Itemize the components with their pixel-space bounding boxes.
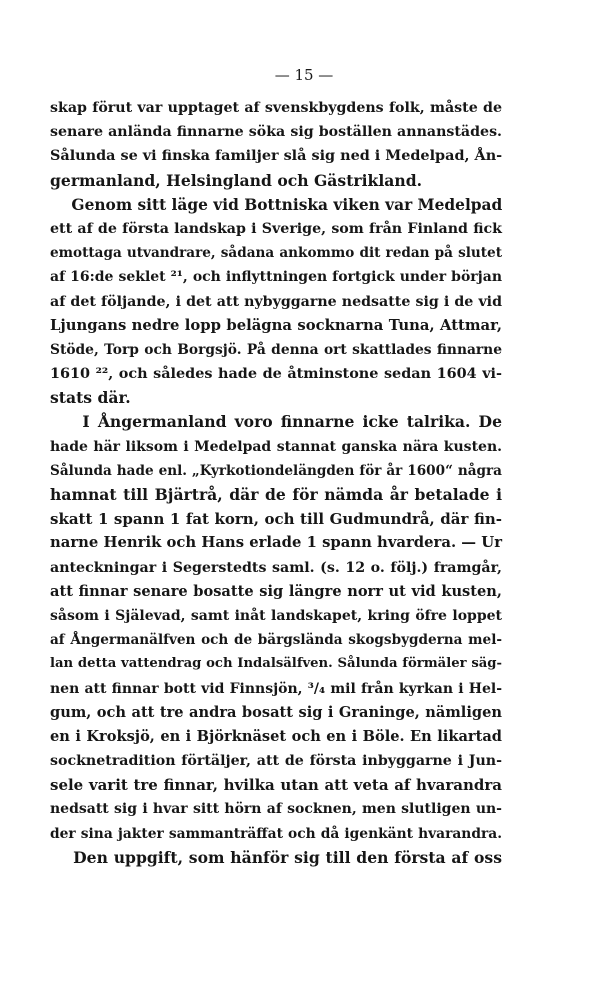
text-line: senare anlända finnarne söka sig boställen annanstädes. xyxy=(50,124,502,141)
text-line: hamnat till Bjärtrå, där de för nämda år betalade i xyxy=(50,485,502,504)
text-line: sele varit tre finnar, hvilka utan att veta af hvarandra xyxy=(50,776,502,795)
text-line: skatt 1 spann 1 fat korn, och till Gudmundrå, där fin- xyxy=(50,510,502,529)
text-line: I Ångermanland voro finnarne icke talrika. De xyxy=(50,412,502,432)
text-line: att finnar senare bosatte sig längre norr ut vid kusten, xyxy=(50,582,502,600)
text-line: nen att finnar bott vid Finnsjön, ³/₄ mil från kyrkan i Hel- xyxy=(50,680,502,697)
text-line: der sina jakter sammanträffat och då igenkänt hvarandra. xyxy=(50,825,502,842)
text-line: af Ångermanälfven och de bärgslända skogsbygderna mel- xyxy=(50,632,502,649)
text-line: Genom sitt läge vid Bottniska viken var Medelpad xyxy=(50,195,503,214)
text-line: en i Kroksjö, en i Björknäset och en i Böle. En likartad xyxy=(50,727,502,745)
text-line: anteckningar i Segerstedts saml. (s. 12 o. följ.) framgår, xyxy=(50,559,502,576)
body-text xyxy=(50,96,502,870)
text-line: hade här liksom i Medelpad stannat ganska nära kusten. xyxy=(50,438,502,455)
text-line: Sålunda hade enl. „Kyrkotiondelängden för år 1600“ några xyxy=(50,462,502,479)
text-line: af det följande, i det att nybyggarne nedsatte sig i de vid xyxy=(50,293,502,310)
text-line: narne Henrik och Hans erlade 1 spann hvardera. — Ur xyxy=(50,534,502,552)
text-line: Ljungans nedre lopp belägna socknarna Tuna, Attmar, xyxy=(50,316,502,334)
text-line: Sålunda se vi finska familjer slå sig ned i Medelpad, Ån- xyxy=(50,147,503,165)
text-line: stats där. xyxy=(50,388,131,408)
page-number: — 15 — xyxy=(274,66,334,84)
text-line: 1610 ²², och således hade de åtminstone sedan 1604 vi- xyxy=(50,365,502,383)
text-line: lan detta vattendrag och Indalsälfven. Sålunda förmäler säg- xyxy=(50,656,502,672)
text-line: nedsatt sig i hvar sitt hörn af socknen, men slutligen un- xyxy=(50,801,502,818)
text-line: såsom i Själevad, samt inåt landskapet, kring öfre loppet xyxy=(50,607,502,624)
text-line: ett af de första landskap i Sverige, som från Finland fick xyxy=(50,220,502,237)
text-line: Stöde, Torp och Borgsjö. På denna ort skattlades finnarne xyxy=(50,341,502,358)
text-line: af 16:de seklet ²¹, och inflyttningen fortgick under början xyxy=(50,269,502,286)
text-line: emottaga utvandrare, sådana ankommo dit redan på slutet xyxy=(50,245,502,262)
text-line: gum, och att tre andra bosatt sig i Graninge, nämligen xyxy=(50,703,502,721)
text-line: socknetradition förtäljer, att de första inbyggarne i Jun- xyxy=(50,753,502,770)
text-line: germanland, Helsingland och Gästrikland. xyxy=(50,170,423,190)
text-line: skap förut var upptaget af svenskbygdens folk, måste de xyxy=(50,100,502,116)
text-line: Den uppgift, som hänför sig till den första af oss xyxy=(50,847,502,867)
